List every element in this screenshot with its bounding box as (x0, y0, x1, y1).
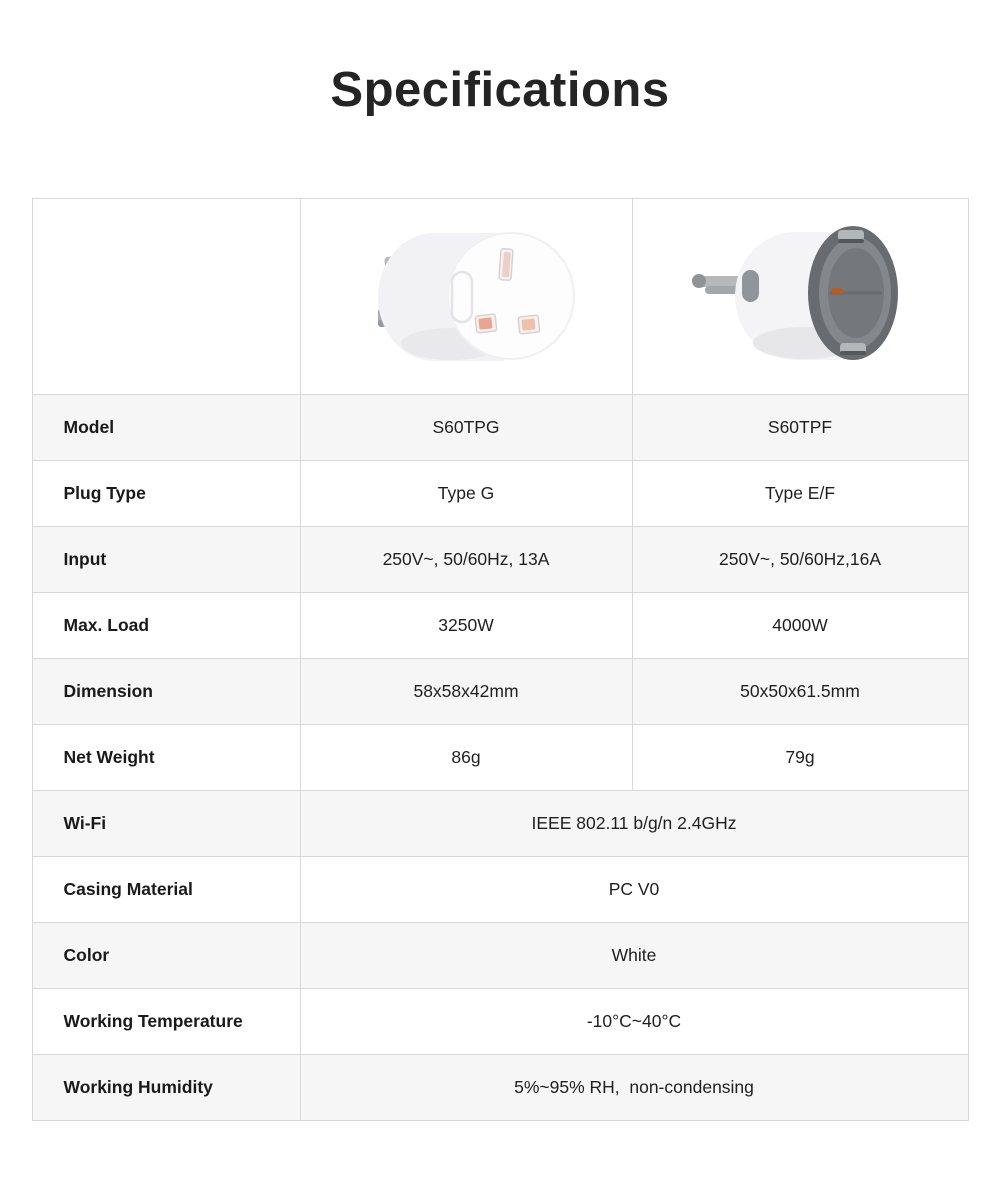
spec-value-right: 79g (632, 725, 968, 791)
spec-row-input (32, 527, 968, 593)
spec-row-plug-type (32, 461, 968, 527)
spec-label: Casing Material (32, 857, 300, 923)
spec-value-left: Type G (300, 461, 632, 527)
spec-row-max-load (32, 593, 968, 659)
spec-row-casing-material (32, 857, 968, 923)
product-image-cell-left (300, 199, 632, 395)
spec-row-working-temperature (32, 989, 968, 1055)
spec-value-left: 250V~, 50/60Hz, 13A (300, 527, 632, 593)
spec-label: Working Temperature (32, 989, 300, 1055)
spec-label: Max. Load (32, 593, 300, 659)
spec-row-color (32, 923, 968, 989)
specifications-table (32, 198, 969, 1121)
spec-row-net-weight (32, 725, 968, 791)
spec-label: Working Humidity (32, 1055, 300, 1121)
spec-value-left: 86g (300, 725, 632, 791)
spec-value-right: 4000W (632, 593, 968, 659)
spec-row-model (32, 395, 968, 461)
spec-value-left: 58x58x42mm (300, 659, 632, 725)
spec-value-right: Type E/F (632, 461, 968, 527)
spec-value-right: S60TPF (632, 395, 968, 461)
spec-value-span: 5%~95% RH, non-condensing (300, 1055, 968, 1121)
spec-row-wifi (32, 791, 968, 857)
spec-value-right: 50x50x61.5mm (632, 659, 968, 725)
spec-value-span: -10°C~40°C (300, 989, 968, 1055)
spec-label: Dimension (32, 659, 300, 725)
product-image-cell-right (632, 199, 968, 395)
spec-value-span: IEEE 802.11 b/g/n 2.4GHz (300, 791, 968, 857)
spec-label: Plug Type (32, 461, 300, 527)
spec-label: Model (32, 395, 300, 461)
spec-row-working-humidity (32, 1055, 968, 1121)
spec-value-left: S60TPG (300, 395, 632, 461)
spec-label: Net Weight (32, 725, 300, 791)
spec-value-right: 250V~, 50/60Hz,16A (632, 527, 968, 593)
spec-label: Color (32, 923, 300, 989)
spec-row-dimension (32, 659, 968, 725)
uk-plug-product-image (356, 216, 576, 378)
product-images-row (32, 199, 968, 395)
page-title: Specifications (330, 63, 670, 117)
empty-corner-cell (32, 199, 300, 395)
spec-label: Wi-Fi (32, 791, 300, 857)
spec-value-left: 3250W (300, 593, 632, 659)
spec-label: Input (32, 527, 300, 593)
eu-plug-product-image (685, 218, 915, 376)
spec-value-span: PC V0 (300, 857, 968, 923)
spec-value-span: White (300, 923, 968, 989)
